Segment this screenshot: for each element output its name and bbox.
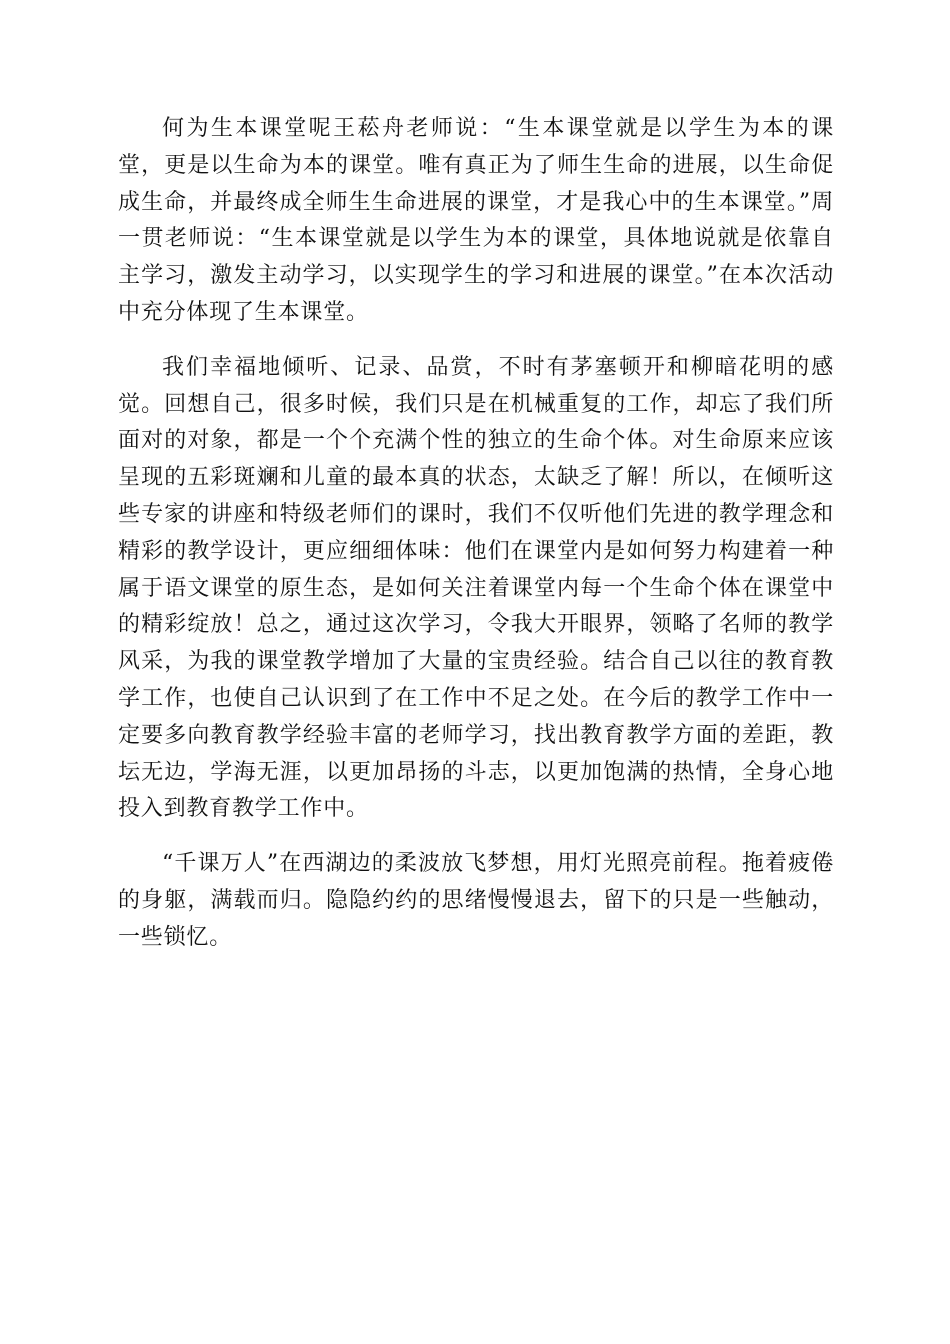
paragraph-1: 何为生本课堂呢王菘舟老师说：“生本课堂就是以学生为本的课堂，更是以生命为本的课堂。唯有真正为了师生生命的进展，以生命促成生命，并最终成全师生生命进展的课堂，才是我心中的生本课堂。”周一贯老师说：“生本课堂就是以学生为本的课堂，具体地说就是依靠自主学习，激发主动学习，以实现学生的学习和进展的课堂。”在本次活动中充分体现了生本课堂。 xyxy=(118,116,834,325)
paragraph-3: “千课万人”在西湖边的柔波放飞梦想，用灯光照亮前程。拖着疲倦的身躯，满载而归。隐隐约约的思绪慢慢退去，留下的只是一些触动，一些锁忆。 xyxy=(118,851,834,950)
document-body xyxy=(118,111,834,957)
paragraph-2: 我们幸福地倾听、记录、品赏，不时有茅塞顿开和柳暗花明的感觉。回想自己，很多时候，我们只是在机械重复的工作，却忘了我们所面对的对象，都是一个个充满个性的独立的生命个体。对生命原来应该呈现的五彩斑斓和儿童的最本真的状态，太缺乏了解！所以，在倾听这些专家的讲座和特级老师们的课时，我们不仅听他们先进的教学理念和精彩的教学设计，更应细细体味：他们在课堂内是如何努力构建着一种属于语文课堂的原生态，是如何关注着课堂内每一个生命个体在课堂中的精彩绽放！总之，通过这次学习，令我大开眼界，领略了名师的教学风采，为我的课堂教学增加了大量的宝贵经验。结合自己以往的教育教学工作，也使自己认识到了在工作中不足之处。在今后的教学工作中一定要多向教育教学经验丰富的老师学习，找出教育教学方面的差距，教坛无边，学海无涯，以更加昂扬的斗志，以更加饱满的热情，全身心地投入到教育教学工作中。 xyxy=(118,354,834,822)
